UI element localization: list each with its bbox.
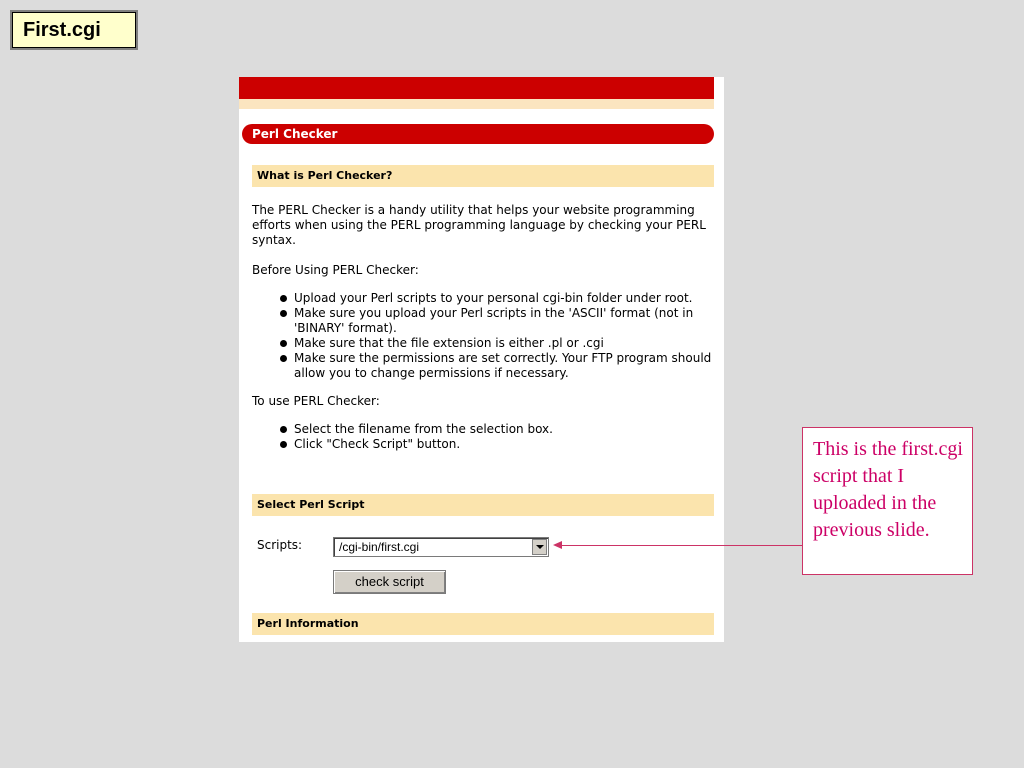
header-subbar xyxy=(239,99,714,109)
list-item: Make sure you upload your Perl scripts in the 'ASCII' format (not in 'BINARY' format). xyxy=(294,306,712,336)
use-list xyxy=(252,422,712,452)
intro-text: The PERL Checker is a handy utility that helps your website programming efforts when using the PERL programming language by checking your PERL syntax. xyxy=(252,203,706,247)
page-title: Perl Checker xyxy=(242,124,714,144)
main-content xyxy=(252,203,712,452)
scripts-label: Scripts: xyxy=(257,538,303,552)
use-heading: To use PERL Checker: xyxy=(252,394,380,408)
before-list xyxy=(252,291,712,381)
slide-title: First.cgi xyxy=(12,12,136,48)
chevron-down-icon[interactable] xyxy=(532,539,547,555)
check-script-button[interactable]: check script xyxy=(333,570,446,594)
list-item: Upload your Perl scripts to your personal cgi-bin folder under root. xyxy=(294,291,712,306)
perl-checker-page xyxy=(239,77,724,642)
callout-box: This is the first.cgi script that I uploaded in the previous slide. xyxy=(802,427,973,575)
list-item: Make sure that the file extension is either .pl or .cgi xyxy=(294,336,712,351)
callout-arrow-line xyxy=(560,545,803,546)
list-item: Select the filename from the selection box. xyxy=(294,422,712,437)
script-select[interactable] xyxy=(333,537,549,557)
selected-script: /cgi-bin/first.cgi xyxy=(339,540,420,554)
list-item: Make sure the permissions are set correctly. Your FTP program should allow you to change permissions if necessary. xyxy=(294,351,712,380)
section-what-is: What is Perl Checker? xyxy=(252,165,714,187)
header-bar xyxy=(239,77,714,99)
section-perl-information: Perl Information xyxy=(252,613,714,635)
before-heading: Before Using PERL Checker: xyxy=(252,263,419,277)
arrow-left-icon xyxy=(553,541,562,549)
section-select-script: Select Perl Script xyxy=(252,494,714,516)
list-item: Click "Check Script" button. xyxy=(294,437,712,452)
slide-title-shadow xyxy=(10,10,138,50)
